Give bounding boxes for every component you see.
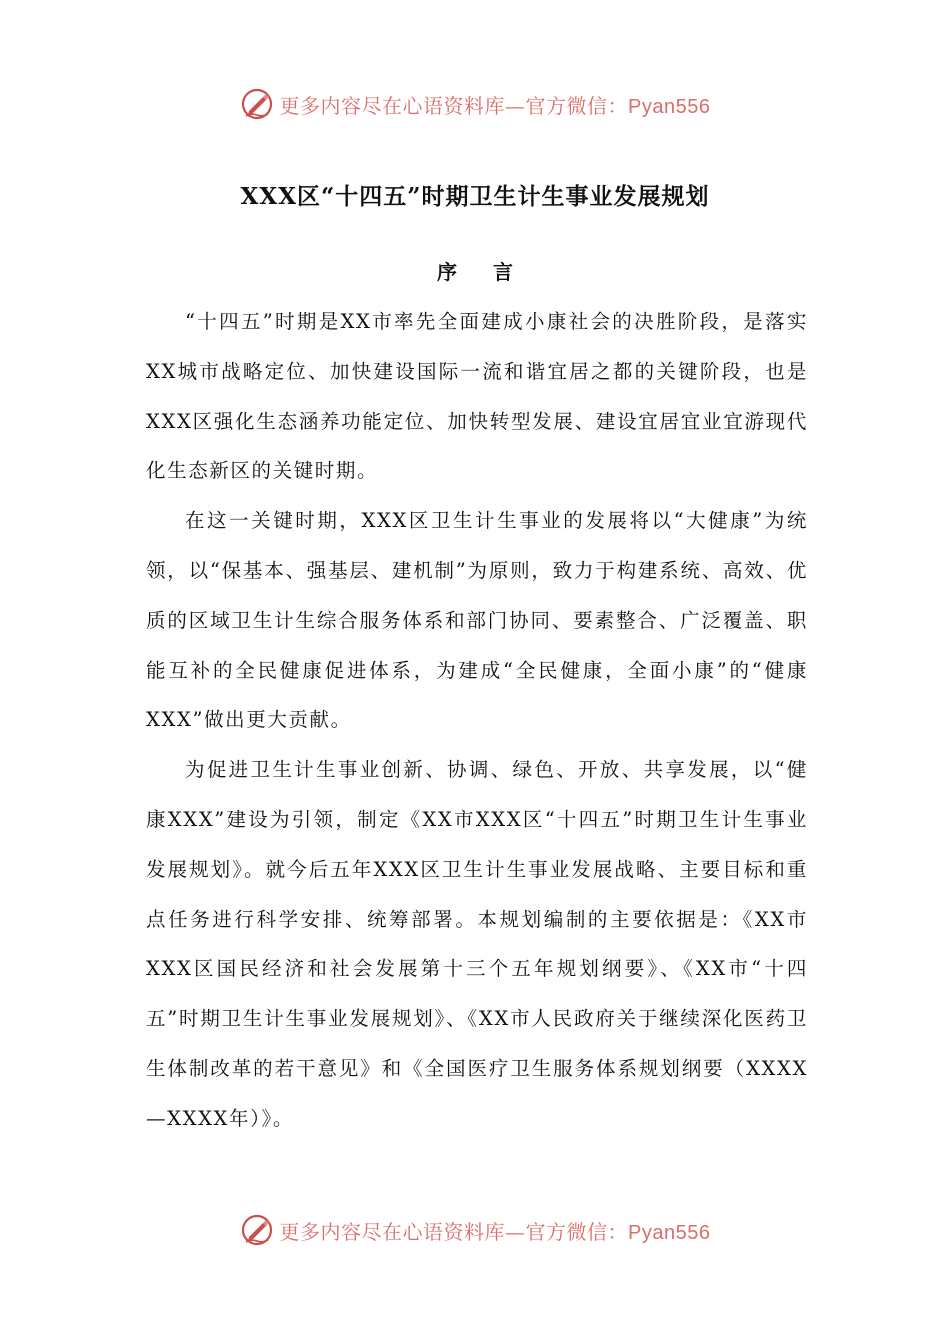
pen-logo-icon <box>240 1213 274 1247</box>
paragraph-3: 为促进卫生计生事业创新、协调、绿色、开放、共享发展，以“健康XXX”建设为引领，制定《XX市XXX区“十四五”时期卫生计生事业发展规划》。就今后五年XXX区卫生计生事业发展战略、主要目标和重点任务进行科学安排、统筹部署。本规划编制的主要依据是：《XX市XXX区国民经济和社会发展第十三个五年规划纲要》、《XX市“十四五”时期卫生计生事业发展规划》、《XX市人民政府关于继续深化医药卫生体制改革的若干意见》和《全国医疗卫生服务体系规划纲要（XXXX—XXXX年）》。 <box>146 758 808 1130</box>
document-body <box>146 297 808 1144</box>
section-heading: 序言 <box>437 260 549 284</box>
watermark-banner-top <box>0 84 950 124</box>
wechat-id: Pyan556 <box>628 1221 711 1244</box>
pen-logo-icon <box>240 87 274 121</box>
document-title: XXX区“十四五”时期卫生计生事业发展规划 <box>240 183 710 210</box>
paragraph-2: 在这一关键时期，XXX区卫生计生事业的发展将以“大健康”为统领，以“保基本、强基层、建机制”为原则，致力于构建系统、高效、优质的区域卫生计生综合服务体系和部门协同、要素整合、广泛覆盖、职能互补的全民健康促进体系，为建成“全民健康，全面小康”的“健康XXX”做出更大贡献。 <box>146 509 808 732</box>
watermark-banner-bottom <box>0 1210 950 1250</box>
watermark-text: 更多内容尽在心语资料库—官方微信：Pyan556 <box>279 1219 711 1244</box>
wechat-id: Pyan556 <box>628 95 711 118</box>
watermark-text: 更多内容尽在心语资料库—官方微信：Pyan556 <box>279 93 711 118</box>
paragraph-1: “十四五”时期是XX市率先全面建成小康社会的决胜阶段，是落实XX城市战略定位、加快建设国际一流和谐宜居之都的关键阶段，也是XXX区强化生态涵养功能定位、加快转型发展、建设宜居宜业宜游现代化生态新区的关键时期。 <box>146 310 808 483</box>
